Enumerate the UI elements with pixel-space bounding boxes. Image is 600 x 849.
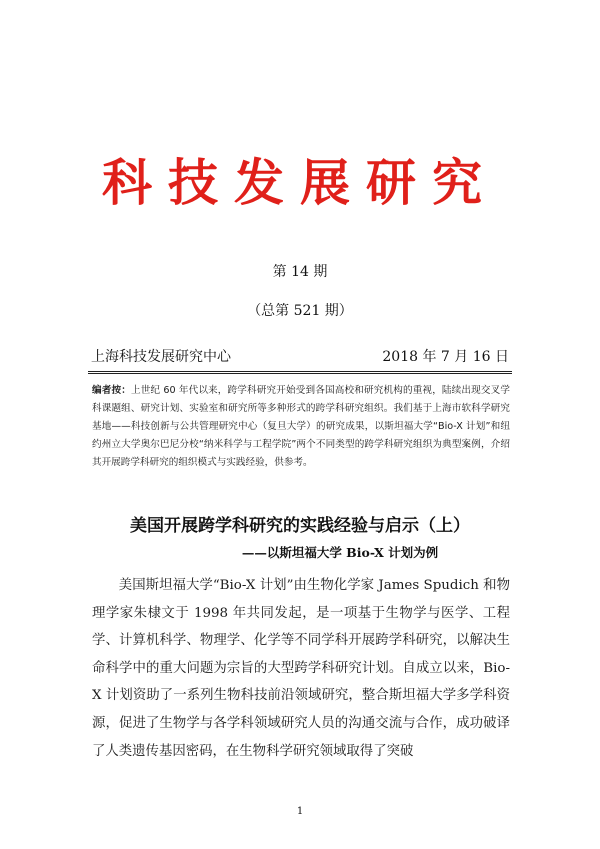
publication-date: 2018 年 7 月 16 日 — [382, 349, 509, 365]
editor-note — [92, 382, 510, 472]
header-divider-bottom — [88, 373, 512, 374]
issue-number: 第 14 期 — [272, 264, 328, 280]
page-number: 1 — [296, 806, 304, 817]
header-meta-row — [91, 346, 509, 366]
article-title: 美国开展跨学科研究的实践经验与启示（上） — [130, 516, 470, 536]
header-divider-top — [88, 371, 512, 372]
editor-note-label: 编者按： — [92, 385, 131, 396]
organization-name: 上海科技发展研究中心 — [91, 349, 231, 365]
total-issue-number: （总第 521 期） — [247, 303, 353, 319]
article-subtitle: ——以斯坦福大学 Bio-X 计划为例 — [241, 545, 439, 560]
article-paragraph: 美国斯坦福大学“Bio-X 计划”由生物化学家 James Spudich 和物理学家朱棣文于 1998 年共同发起，是一项基于生物学与医学、工程学、计算机科学、物理学、化学等不同学科开展跨学科研究，以解决生命科学中的重大问题为宗旨的大型跨学科研究计划。自成立以来，Bio-X 计划资助了一系列生物科技前沿领域研究，整合斯坦福大学多学科资源，促进了生物学与各学科领域研究人员的沟通交流与合作，成功破译了人类遗传基因密码，在生物科学研究领域取得了突破 — [92, 578, 510, 759]
editor-note-text: 上世纪 60 年代以来，跨学科研究开始受到各国高校和研究机构的重视，陆续出现交叉学科课题组、研究计划、实验室和研究所等多种形式的跨学科研究组织。我们基于上海市软科学研究基地——科技创新与公共管理研究中心（复旦大学）的研究成果，以斯坦福大学“Bio-X 计划”和纽约州立大学奥尔巴尼分校“纳米科学与工程学院”两个不同类型的跨学科研究组织为典型案例，介绍其开展跨学科研究的组织模式与实践经验，供参考。 — [92, 385, 510, 468]
masthead-title: 科技发展研究 — [102, 154, 498, 212]
